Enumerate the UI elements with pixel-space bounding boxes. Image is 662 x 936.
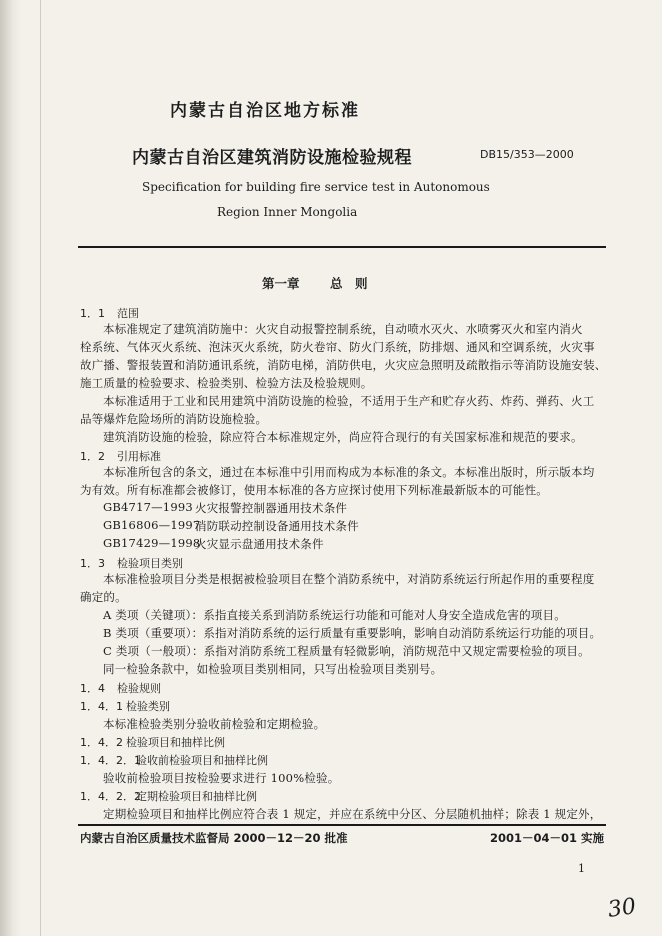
standard-org-title: 内蒙古自治区地方标准 xyxy=(170,101,360,121)
paragraph-line: 本标准适用于工业和民用建筑中消防设施的检验，不适用于生产和贮存火药、炸药、弹药、火工 xyxy=(103,394,595,408)
section-title: 检验规则 xyxy=(117,682,161,695)
scan-edge xyxy=(40,0,41,936)
paragraph-line: 建筑消防设施的检验，除应符合本标准规定外，尚应符合现行的有关国家标准和规范的要求。 xyxy=(103,430,583,444)
scan-shadow xyxy=(0,0,22,936)
subsection-number: 1．4．2 xyxy=(80,736,123,749)
paragraph-line: 本标准规定了建筑消防施中：火灾自动报警控制系统，自动喷水灭火、水喷雾灭火和室内消火 xyxy=(103,322,583,336)
handwritten-page-mark: 30 xyxy=(606,894,638,923)
reference-name: 消防联动控制设备通用技术条件 xyxy=(195,519,359,533)
section-number: 1．2 xyxy=(80,450,105,463)
paragraph-line: 栓系统、气体灭火系统、泡沫灭火系统，防火卷帘、防火门系统，防排烟、通风和空调系统，火灾事 xyxy=(80,340,595,354)
reference-name: 火灾报警控制器通用技术条件 xyxy=(195,501,348,515)
chapter-name: 总 则 xyxy=(330,276,368,291)
header-divider xyxy=(78,246,606,248)
section-number: 1．4 xyxy=(80,682,105,695)
subsection-number: 1．4．2．2 xyxy=(80,790,141,803)
subsection-title: 检验项目和抽样比例 xyxy=(126,736,225,749)
subsection-title: 验收前检验项目和抽样比例 xyxy=(136,754,268,767)
footer-divider xyxy=(78,824,606,826)
paragraph-line: 验收前检验项目按检验要求进行 100%检验。 xyxy=(103,771,340,785)
approval-info: 内蒙古自治区质量技术监督局 2000－12－20 批准 xyxy=(80,831,348,845)
paragraph-line: 本标准所包含的条文，通过在本标准中引用而构成为本标准的条文。本标准出版时，所示版本均 xyxy=(103,465,595,479)
subsection-number: 1．4．1 xyxy=(80,700,123,713)
paragraph-line: 本标准检验类别分验收前检验和定期检验。 xyxy=(103,717,326,731)
category-b: B 类项（重要项）：系指对消防系统的运行质量有重要影响，影响自动消防系统运行功能的项目。 xyxy=(103,626,602,640)
chapter-label: 第一章 xyxy=(262,276,300,291)
paragraph-line: 确定的。 xyxy=(80,590,127,604)
paragraph-line: 品等爆炸危险场所的消防设施检验。 xyxy=(80,412,268,426)
standard-code: DB15/353—2000 xyxy=(480,148,574,161)
section-number: 1．3 xyxy=(80,557,105,570)
section-title: 引用标准 xyxy=(117,450,161,463)
reference-name: 火灾显示盘通用技术条件 xyxy=(195,537,324,551)
subsection-number: 1．4．2．1 xyxy=(80,754,141,767)
section-title: 范围 xyxy=(117,307,139,320)
paragraph-line: 施工质量的检验要求、检验类别、检验方法及检验规则。 xyxy=(80,376,373,390)
english-title-line1: Specification for building fire service test in Autonomous xyxy=(142,180,490,194)
implementation-date: 2001－04－01 实施 xyxy=(490,831,605,845)
paragraph-line: 本标准检验项目分类是根据被检验项目在整个消防系统中，对消防系统运行所起作用的重要程度 xyxy=(103,572,595,586)
reference-code: GB16806—1997 xyxy=(103,518,201,532)
subsection-title: 检验类别 xyxy=(126,700,170,713)
reference-code: GB4717—1993 xyxy=(103,500,193,514)
english-title-line2: Region Inner Mongolia xyxy=(217,205,358,219)
paragraph-line: 故广播、警报装置和消防通讯系统，消防电梯，消防供电，火灾应急照明及疏散指示等消防设施安装、 xyxy=(80,358,607,372)
page-number: 1 xyxy=(578,862,585,875)
document-title: 内蒙古自治区建筑消防设施检验规程 xyxy=(132,148,412,168)
section-number: 1．1 xyxy=(80,307,105,320)
paragraph-line: 定期检验项目和抽样比例应符合表 1 规定，并应在系统中分区、分层随机抽样；除表 1 规定外， xyxy=(103,807,602,821)
category-a: A 类项（关键项）：系指直接关系到消防系统运行功能和可能对人身安全造成危害的项目。 xyxy=(103,608,566,622)
category-c: C 类项（一般项）：系指对消防系统工程质量有轻微影响，消防规范中又规定需要检验的项目。 xyxy=(103,644,590,658)
paragraph-line: 同一检验条款中，如检验项目类别相同，只写出检验项目类别号。 xyxy=(103,662,443,676)
subsection-title: 定期检验项目和抽样比例 xyxy=(136,790,257,803)
paragraph-line: 为有效。所有标准都会被修订，使用本标准的各方应探讨使用下列标准最新版本的可能性。 xyxy=(80,483,548,497)
reference-code: GB17429—1998 xyxy=(103,536,201,550)
section-title: 检验项目类别 xyxy=(117,557,183,570)
